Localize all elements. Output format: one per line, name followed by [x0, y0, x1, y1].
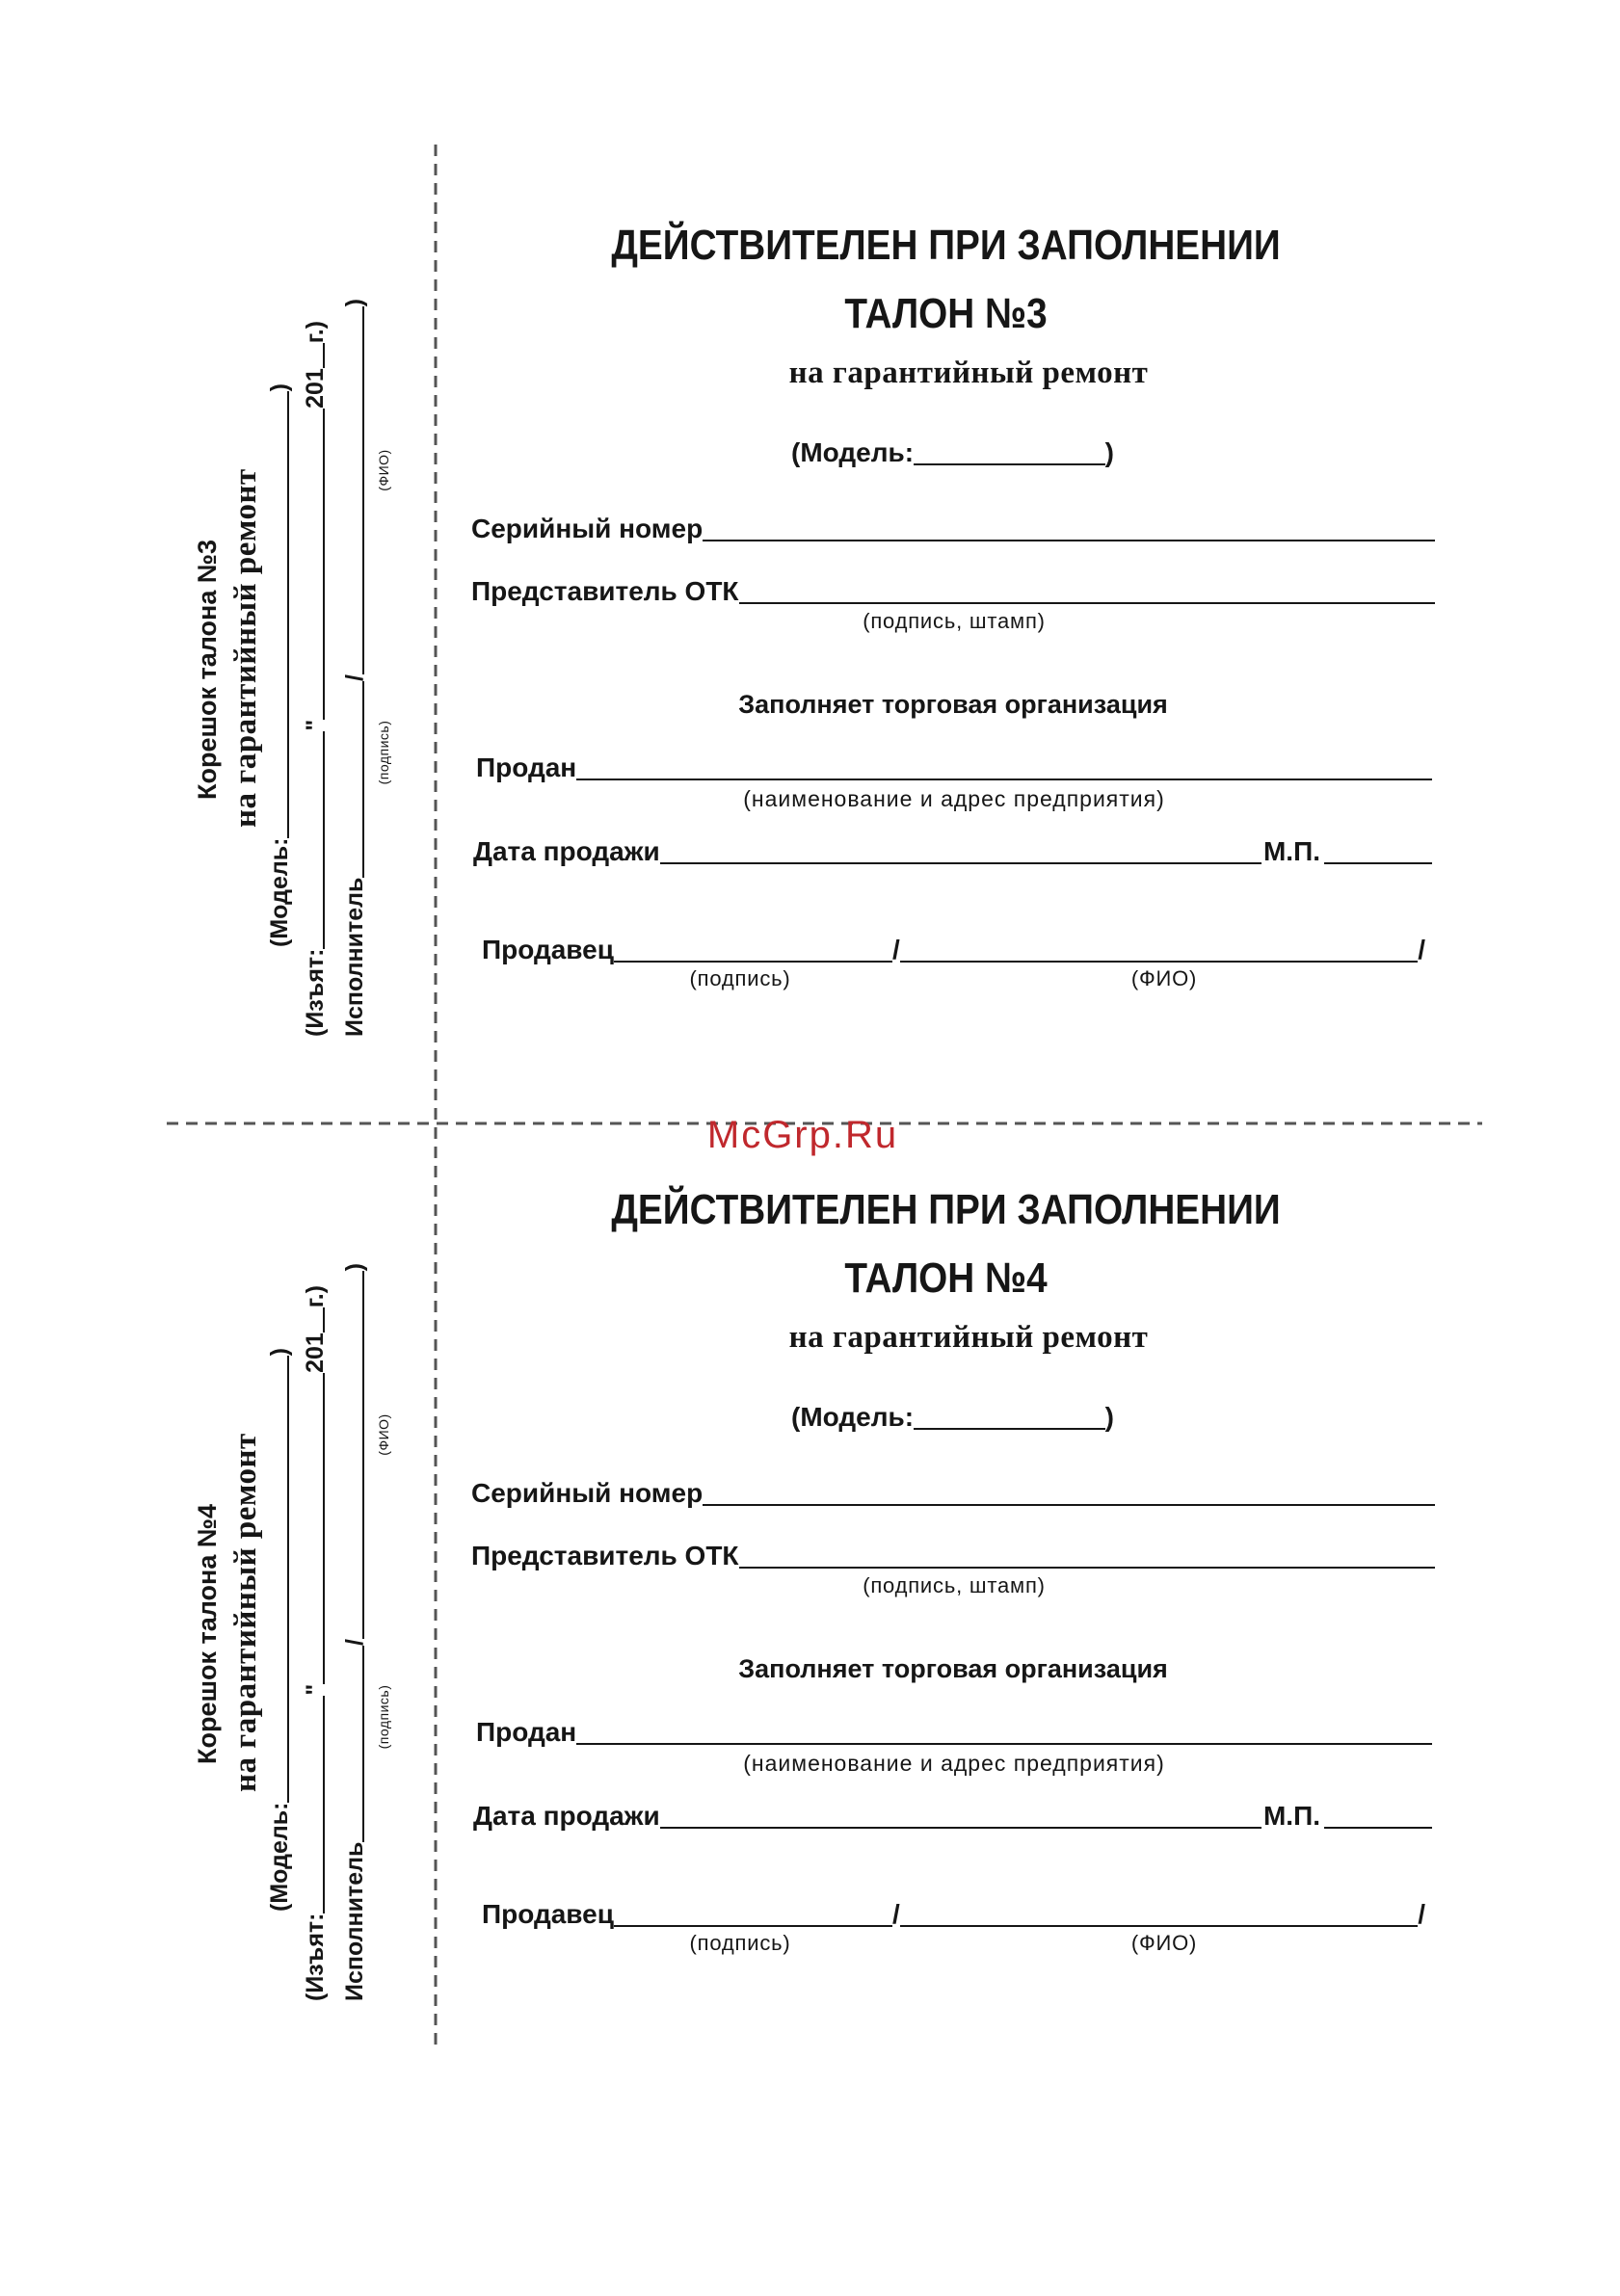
stub-taken-label: (Изъят: [302, 1913, 329, 2001]
seller-signature-hint: (подпись) [689, 966, 791, 990]
stub-year-blank-line [323, 343, 325, 368]
validity-title-text: ДЕЙСТВИТЕЛЕН ПРИ ЗАПОЛНЕНИИ [611, 222, 1282, 269]
stamp-place-label: М.П. [1262, 836, 1320, 866]
coupon-subtitle: на гарантийный ремонт [788, 1320, 1149, 1355]
stub-subtitle: на гарантийный ремонт [228, 1433, 263, 1792]
stub-year-prefix: 201 [302, 1333, 329, 1373]
otk-hint: (подпись, штамп) [863, 609, 1046, 633]
stub-model-close: ) [266, 1348, 293, 1357]
coupon-3 [0, 0, 1620, 1037]
sold-label: Продан [476, 752, 577, 782]
stub-quote-mark: " [302, 719, 329, 731]
stub-model-label: (Модель: [266, 837, 293, 947]
sale-date-blank-line [660, 1827, 1261, 1829]
stub-month-blank-line [323, 1373, 325, 1684]
coupon-number [465, 292, 1428, 336]
model-blank-line [914, 463, 1105, 465]
sale-date-blank-line [660, 862, 1261, 864]
stub-executor-field [340, 299, 369, 1037]
stub-signature-blank-line [362, 1646, 364, 1842]
sold-label: Продан [476, 1717, 577, 1747]
stub-name-blank-line [362, 306, 364, 674]
stub-taken-field [301, 1285, 330, 2001]
seller-signature-blank-line [614, 1925, 892, 1927]
trade-organization-heading: Заполняет торговая организация [738, 1654, 1168, 1683]
seller-field [482, 933, 1425, 967]
stub-signature-blank-line [362, 681, 364, 878]
model-close: ) [1104, 437, 1114, 467]
validity-title-text: ДЕЙСТВИТЕЛЕН ПРИ ЗАПОЛНЕНИИ [611, 1186, 1282, 1233]
stub-title: Корешок талона №3 [193, 540, 222, 800]
model-field [791, 1400, 1114, 1435]
seller-name-blank-line [900, 1925, 1419, 1927]
stub-model-blank-line [287, 1356, 289, 1802]
sold-field [476, 751, 1432, 785]
stub-taken-label: (Изъят: [302, 948, 329, 1037]
trade-organization-heading: Заполняет торговая организация [738, 690, 1168, 719]
serial-number-blank-line [703, 540, 1435, 541]
sold-blank-line [576, 1743, 1432, 1745]
sold-blank-line [576, 779, 1432, 780]
stub-executor-close: ) [341, 1263, 368, 1272]
sale-date-label: Дата продажи [473, 1801, 660, 1831]
stub-executor-label: Исполнитель [341, 877, 368, 1037]
otk-representative-field [471, 1539, 1435, 1573]
stub-separator: / [341, 674, 368, 682]
stub-model-field [265, 383, 294, 947]
stub-executor-label: Исполнитель [341, 1841, 368, 2001]
coupon-subtitle: на гарантийный ремонт [788, 356, 1149, 390]
stub-year-blank-line [323, 1307, 325, 1333]
model-field [791, 435, 1114, 470]
stub-year-prefix: 201 [302, 368, 329, 409]
otk-representative-blank-line [739, 602, 1435, 604]
stub-subtitle: на гарантийный ремонт [228, 468, 263, 828]
model-label: (Модель: [791, 437, 915, 467]
seller-end-separator: / [1418, 935, 1425, 964]
sale-date-field [473, 1799, 1432, 1834]
coupon-4 [0, 964, 1620, 2001]
serial-number-label: Серийный номер [471, 1478, 704, 1508]
otk-representative-label: Представитель ОТК [471, 1541, 739, 1570]
coupon-number-text: ТАЛОН №3 [844, 290, 1049, 337]
stub-model-close: ) [266, 383, 293, 392]
serial-number-field [471, 512, 1435, 546]
stub-separator: / [341, 1639, 368, 1647]
seller-name-blank-line [900, 961, 1419, 963]
stub-title: Корешок талона №4 [193, 1504, 222, 1764]
sold-hint: (наименование и адрес предприятия) [743, 1751, 1165, 1776]
seller-signature-hint: (подпись) [689, 1931, 791, 1955]
sold-hint: (наименование и адрес предприятия) [743, 786, 1165, 811]
stub-name-blank-line [362, 1271, 364, 1639]
serial-number-field [471, 1476, 1435, 1511]
model-close: ) [1104, 1402, 1114, 1432]
sold-field [476, 1715, 1432, 1750]
sale-date-field [473, 834, 1432, 869]
coupon-number-text: ТАЛОН №4 [844, 1254, 1049, 1302]
stub-name-hint: (ФИО) [376, 1413, 391, 1456]
stub-signature-hint: (подпись) [376, 720, 391, 785]
stub-quote-mark: " [302, 1683, 329, 1696]
model-blank-line [914, 1428, 1105, 1430]
stub-executor-field [340, 1263, 369, 2001]
otk-hint: (подпись, штамп) [863, 1573, 1046, 1597]
seller-label: Продавец [482, 1899, 614, 1929]
seller-field [482, 1897, 1425, 1932]
stub-coupon-3 [188, 279, 410, 1041]
watermark: McGrp.Ru [706, 1114, 899, 1156]
stamp-blank-line [1324, 1827, 1432, 1829]
seller-separator: / [891, 935, 900, 964]
serial-number-blank-line [703, 1504, 1435, 1506]
stub-name-hint: (ФИО) [376, 449, 391, 491]
seller-signature-blank-line [614, 961, 892, 963]
seller-label: Продавец [482, 935, 614, 964]
stub-day-blank-line [323, 1696, 325, 1913]
sale-date-label: Дата продажи [473, 836, 660, 866]
seller-name-hint: (ФИО) [1130, 1931, 1198, 1955]
stamp-blank-line [1324, 862, 1432, 864]
stub-year-suffix: г.) [302, 321, 329, 344]
model-label: (Модель: [791, 1402, 915, 1432]
seller-end-separator: / [1418, 1899, 1425, 1929]
validity-title [465, 224, 1428, 268]
otk-representative-label: Представитель ОТК [471, 576, 739, 606]
stub-model-field [265, 1348, 294, 1912]
stub-signature-hint: (подпись) [376, 1684, 391, 1750]
validity-title [465, 1188, 1428, 1232]
stub-model-label: (Модель: [266, 1802, 293, 1912]
stub-day-blank-line [323, 731, 325, 949]
otk-representative-field [471, 574, 1435, 609]
serial-number-label: Серийный номер [471, 514, 704, 543]
seller-separator: / [891, 1899, 900, 1929]
stub-year-suffix: г.) [302, 1285, 329, 1308]
stub-coupon-4 [188, 1244, 410, 2005]
stub-executor-close: ) [341, 299, 368, 307]
stub-model-blank-line [287, 391, 289, 837]
stub-taken-field [301, 321, 330, 1037]
stamp-place-label: М.П. [1262, 1801, 1320, 1831]
otk-representative-blank-line [739, 1567, 1435, 1569]
coupon-number [465, 1256, 1428, 1301]
stub-month-blank-line [323, 409, 325, 720]
seller-name-hint: (ФИО) [1130, 966, 1198, 990]
